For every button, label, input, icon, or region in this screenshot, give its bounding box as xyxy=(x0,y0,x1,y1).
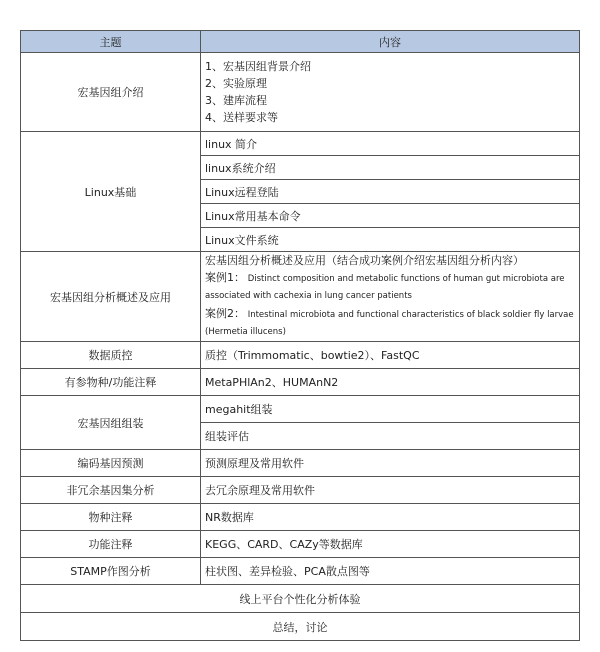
case-2-title: Intestinal microbiota and functional characteristics of black soldier fly larvae xyxy=(247,310,574,320)
table-row xyxy=(21,585,580,613)
content-cell: 柱状图、差异检验、PCA散点图等 xyxy=(201,558,580,585)
topic-cell: 宏基因组组装 xyxy=(21,396,201,450)
table-row xyxy=(21,342,580,369)
case-2 xyxy=(205,305,579,324)
content-cell: MetaPHlAn2、HUMAnN2 xyxy=(201,369,580,396)
content-cell xyxy=(201,53,580,132)
table-row xyxy=(21,369,580,396)
course-table xyxy=(20,30,580,641)
content-cell: KEGG、CARD、CAZy等数据库 xyxy=(201,531,580,558)
table-row xyxy=(21,252,580,342)
list-item: 3、建库流程 xyxy=(205,94,267,107)
online-experience-cell: 线上平台个性化分析体验 xyxy=(21,585,580,613)
content-cell: Linux常用基本命令 xyxy=(201,204,580,228)
topic-cell: 物种注释 xyxy=(21,504,201,531)
list-item: 4、送样要求等 xyxy=(205,111,278,124)
table-row xyxy=(21,450,580,477)
topic-cell: 宏基因组分析概述及应用 xyxy=(21,252,201,342)
topic-cell: 数据质控 xyxy=(21,342,201,369)
case-1-label: 案例1： xyxy=(205,271,245,284)
case-2-cont: (Hermetia illucens) xyxy=(205,327,286,337)
content-cell: NR数据库 xyxy=(201,504,580,531)
content-cell: 去冗余原理及常用软件 xyxy=(201,477,580,504)
content-cell xyxy=(201,252,580,342)
content-cell: 质控（Trimmomatic、bowtie2）、FastQC xyxy=(201,342,580,369)
list-item: 1、宏基因组背景介绍 xyxy=(205,60,311,73)
header-topic: 主题 xyxy=(21,31,201,53)
content-cell: Linux远程登陆 xyxy=(201,180,580,204)
table-row xyxy=(21,504,580,531)
topic-cell: 功能注释 xyxy=(21,531,201,558)
content-cell: 组装评估 xyxy=(201,423,580,450)
topic-cell: 编码基因预测 xyxy=(21,450,201,477)
case-2-label: 案例2： xyxy=(205,307,245,320)
content-cell: linux系统介绍 xyxy=(201,156,580,180)
table-row xyxy=(21,53,580,132)
table-row xyxy=(21,396,580,423)
content-cell: linux 简介 xyxy=(201,132,580,156)
case-1 xyxy=(205,269,579,288)
table-row xyxy=(21,132,580,156)
table-row xyxy=(21,558,580,585)
list-item: 2、实验原理 xyxy=(205,77,267,90)
summary-cell: 总结，讨论 xyxy=(21,613,580,641)
case-1-cont: associated with cachexia in lung cancer patients xyxy=(205,291,412,301)
content-cell: Linux文件系统 xyxy=(201,228,580,252)
analysis-overview: 宏基因组分析概述及应用（结合成功案例介绍宏基因组分析内容） xyxy=(205,254,524,267)
table-row xyxy=(21,531,580,558)
header-content: 内容 xyxy=(201,31,580,53)
topic-cell: 宏基因组介绍 xyxy=(21,53,201,132)
topic-cell: 有参物种/功能注释 xyxy=(21,369,201,396)
header-row xyxy=(21,31,580,53)
content-cell: 预测原理及常用软件 xyxy=(201,450,580,477)
topic-cell: 非冗余基因集分析 xyxy=(21,477,201,504)
table-row xyxy=(21,477,580,504)
topic-cell: STAMP作图分析 xyxy=(21,558,201,585)
table-row xyxy=(21,613,580,641)
case-1-title: Distinct composition and metabolic functions of human gut microbiota are xyxy=(247,274,565,284)
content-cell: megahit组装 xyxy=(201,396,580,423)
topic-cell: Linux基础 xyxy=(21,132,201,252)
